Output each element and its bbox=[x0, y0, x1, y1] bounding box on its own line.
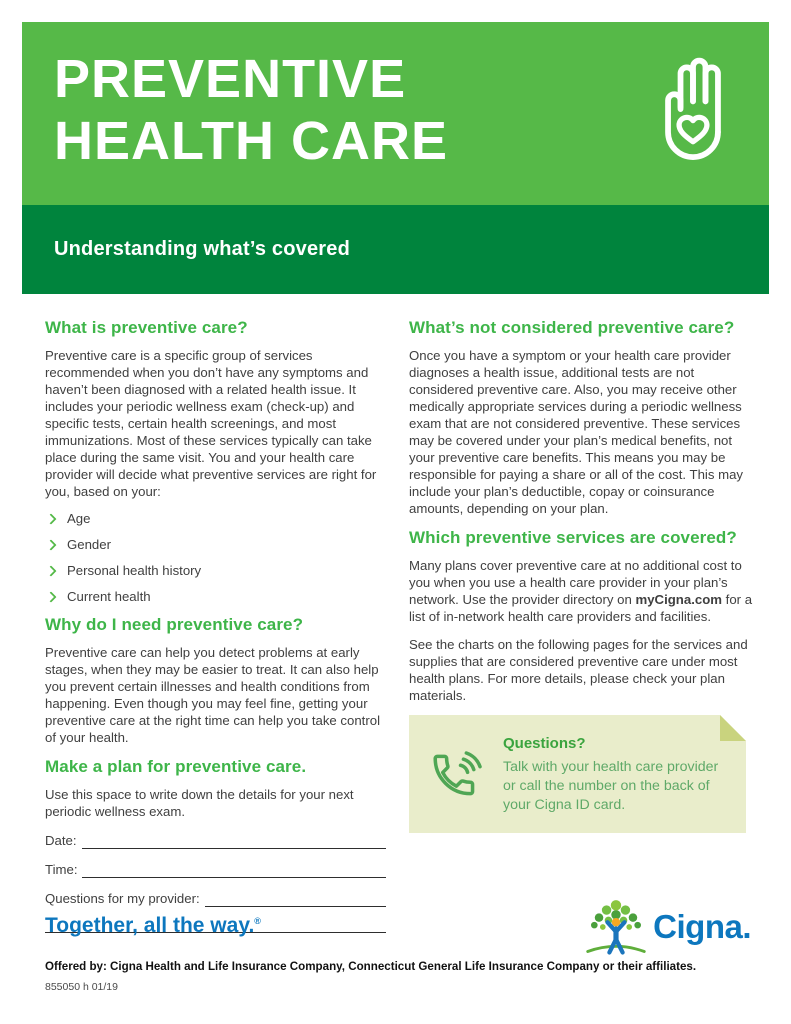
make-a-plan-text: Use this space to write down the details for your next periodic wellness exam. bbox=[45, 787, 354, 819]
page-subtitle: Understanding what’s covered bbox=[54, 238, 351, 260]
page-title-line2: HEALTH CARE bbox=[54, 111, 448, 171]
questions-field-row bbox=[45, 891, 386, 907]
cigna-wordmark: Cigna. bbox=[653, 908, 751, 945]
not-considered-preventive-text: Once you have a symptom or your health care provider diagnoses a health issue, additional tests are not considered preventive care. Also, you may receive other medically appropriate services during a periodic wellness exam that are not considered preventive. These services may be covered under your plan’s medical benefits, not your preventive care benefits. This means you may be responsible for paying a share or all of the cost. This may include your plan’s deductible, copay or coinsurance amounts, depending on your plan. bbox=[409, 348, 744, 516]
time-write-in-line bbox=[82, 863, 386, 878]
header-banner bbox=[22, 22, 769, 205]
questions-heading: Questions? bbox=[503, 735, 586, 752]
right-column bbox=[409, 318, 756, 833]
cigna-logo bbox=[583, 897, 751, 957]
hand-heart-icon bbox=[645, 52, 741, 170]
date-write-in-line bbox=[82, 834, 386, 849]
chevron-bullet-icon bbox=[45, 513, 56, 524]
cigna-tree-logo-icon bbox=[583, 897, 649, 957]
list-item-label: Gender bbox=[67, 537, 111, 552]
tagline-text: Together, all the way. bbox=[45, 914, 255, 937]
which-services-covered-text-2: See the charts on the following pages for the services and supplies that are considered preventive care under most health plans. For more details, please check your plan materials. bbox=[409, 637, 748, 703]
what-is-preventive-care-text: Preventive care is a specific group of services recommended when you don’t have any symptoms and haven’t been diagnosed with a related health issue. It includes your periodic wellness exam (check-up) and specific tests, certain health screenings, and most immunizations. Most of these services typically can take place during the same visit. You and your health care provider will decide what preventive services are right for you, based on your: bbox=[45, 348, 377, 499]
chevron-bullet-icon bbox=[45, 591, 56, 602]
left-column bbox=[45, 318, 386, 933]
covered-text-before-link: Many plans cover preventive care at no additional cost to you when you use a health care provider in your plan’s network. Use the provider directory on bbox=[409, 558, 742, 607]
phone-waves-icon bbox=[429, 749, 485, 801]
page-title-line1: PREVENTIVE bbox=[54, 49, 407, 109]
date-field-row bbox=[45, 833, 386, 849]
time-field-row bbox=[45, 862, 386, 878]
chevron-bullet-icon bbox=[45, 539, 56, 550]
subtitle-banner bbox=[22, 205, 769, 294]
heading-which-services-covered: Which preventive services are covered? bbox=[409, 528, 737, 547]
list-item-label: Age bbox=[67, 511, 91, 526]
list-item bbox=[45, 537, 386, 552]
form-number: 855050 h 01/19 bbox=[45, 981, 118, 993]
preventive-factors-list bbox=[45, 511, 386, 604]
questions-callout-text bbox=[503, 735, 728, 815]
mycigna-site-reference: myCigna.com bbox=[635, 592, 722, 607]
time-field-label: Time: bbox=[45, 862, 78, 877]
offered-by-disclaimer: Offered by: Cigna Health and Life Insurance Company, Connecticut General Life Insurance Company or their affiliates. bbox=[45, 960, 697, 973]
questions-callout-box bbox=[409, 715, 746, 833]
page-title bbox=[54, 48, 448, 172]
questions-field-label: Questions for my provider: bbox=[45, 891, 200, 906]
date-field-label: Date: bbox=[45, 833, 77, 848]
heading-not-considered-preventive: What’s not considered preventive care? bbox=[409, 318, 735, 337]
heading-make-a-plan: Make a plan for preventive care. bbox=[45, 757, 307, 776]
list-item-label: Personal health history bbox=[67, 563, 202, 578]
which-services-covered-text-1 bbox=[409, 557, 756, 625]
cigna-tagline bbox=[45, 914, 261, 938]
questions-write-in-line bbox=[205, 892, 386, 907]
chevron-bullet-icon bbox=[45, 565, 56, 576]
heading-why-need-preventive-care: Why do I need preventive care? bbox=[45, 615, 304, 634]
questions-body: Talk with your health care provider or call the number on the back of your Cigna ID card. bbox=[503, 759, 719, 813]
list-item-label: Current health bbox=[67, 589, 151, 604]
heading-what-is-preventive-care: What is preventive care? bbox=[45, 318, 248, 337]
why-need-preventive-care-text: Preventive care can help you detect problems at early stages, when they may be easier to treat. It can also help you prevent certain illnesses and health conditions from happening. Even though you may feel fine, getting your preventive care at the right time can help you take control of your health. bbox=[45, 645, 380, 745]
registered-mark: ® bbox=[254, 916, 261, 926]
list-item bbox=[45, 589, 386, 604]
covered-text-after-link: for a list of in-network health care providers and facilities. bbox=[409, 592, 753, 624]
list-item bbox=[45, 563, 386, 578]
list-item bbox=[45, 511, 386, 526]
